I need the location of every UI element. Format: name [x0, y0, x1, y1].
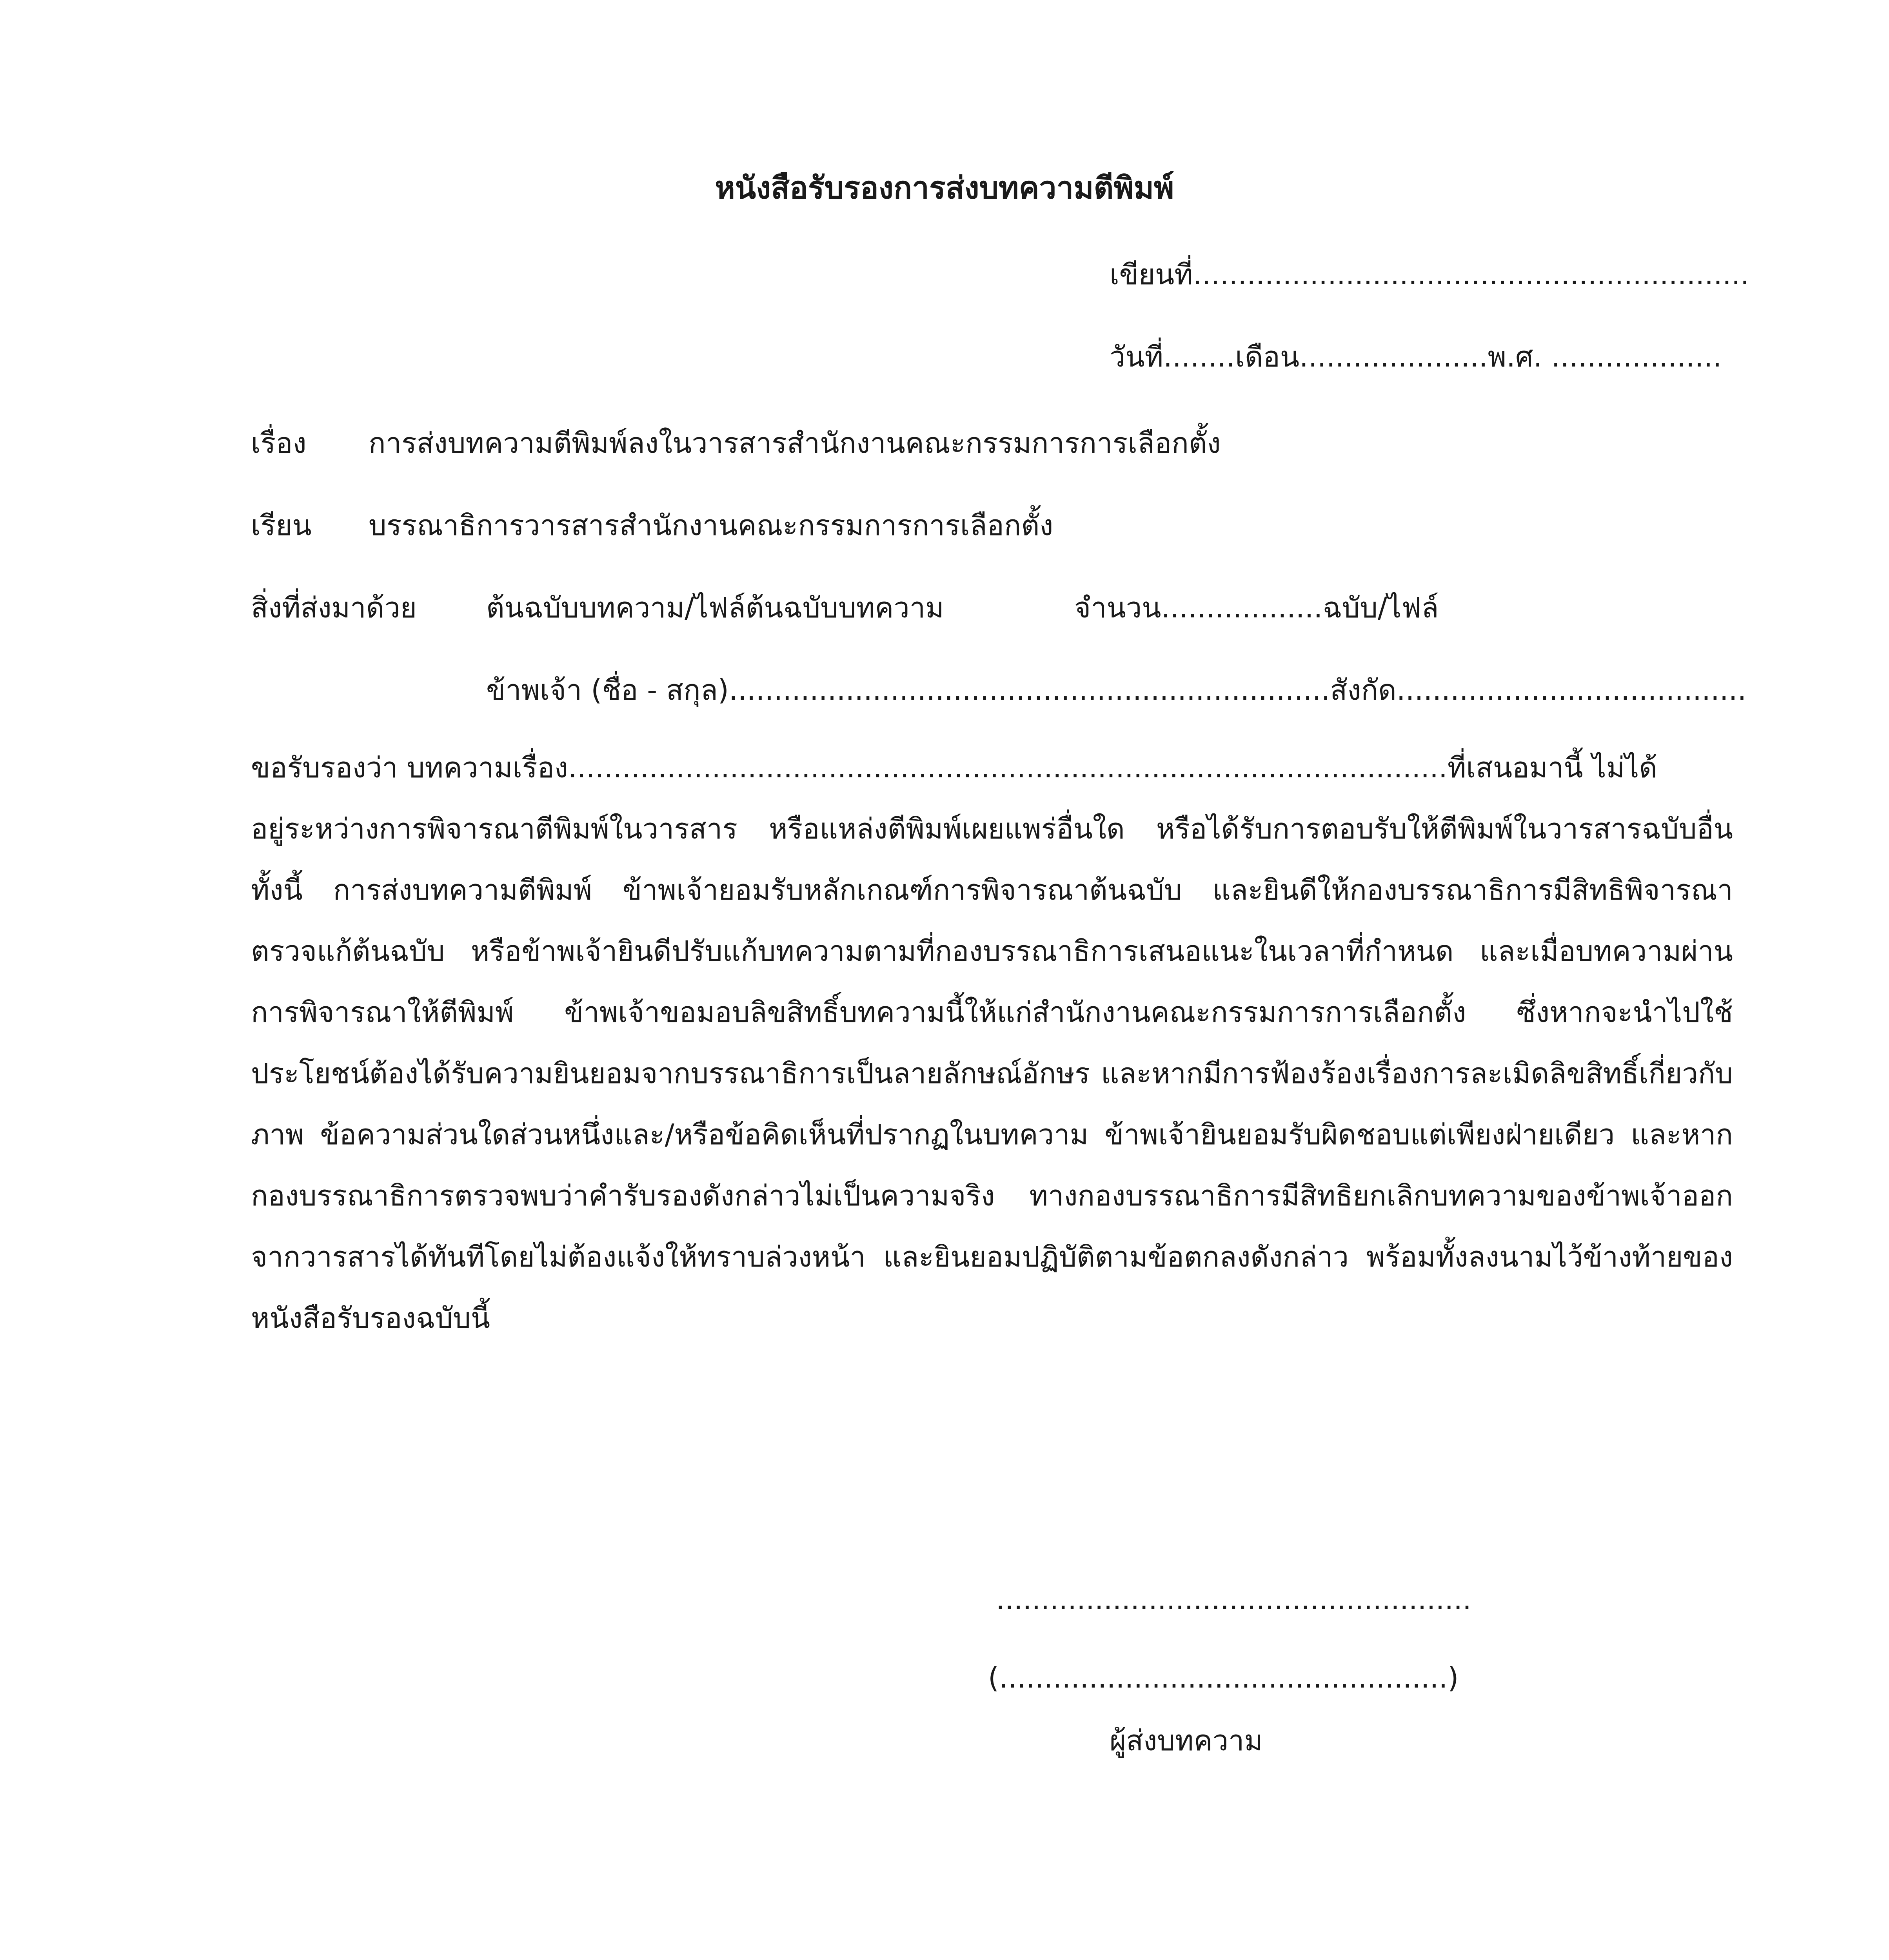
enclosure-text: ต้นฉบับบทความ/ไฟล์ต้นฉบับบทความ [486, 591, 944, 624]
recipient-label: เรียน [251, 509, 312, 542]
certification-paragraph [251, 737, 1733, 1348]
recipient-text: บรรณาธิการวารสารสำนักงานคณะกรรมการการเลือกตั้ง [369, 509, 1053, 542]
subject-label: เรื่อง [251, 426, 307, 459]
written-at-line: เขียนที่.............................................................. [1110, 258, 1749, 291]
date-line: วันที่........เดือน.....................พ.ศ. ................... [1110, 340, 1722, 373]
signature-dots: ..................................................... [996, 1583, 1471, 1616]
certification-first-line: ขอรับรองว่า บทความเรื่อง..................................................................................................ที่เสนอมานี้ ไม่ได้ [251, 751, 1657, 784]
author-line: ข้าพเจ้า (ชื่อ - สกุล)...................................................................สังกัด....................................... [486, 673, 1747, 706]
subject-text: การส่งบทความตีพิมพ์ลงในวารสารสำนักงานคณะกรรมการการเลือกตั้ง [369, 426, 1221, 459]
enclosure-amount: จำนวน..................ฉบับ/ไฟล์ [1074, 591, 1439, 624]
document-title: หนังสือรับรองการส่งบทความตีพิมพ์ [715, 171, 1174, 206]
enclosure-label: สิ่งที่ส่งมาด้วย [251, 591, 417, 624]
certification-body-text: อยู่ระหว่างการพิจารณาตีพิมพ์ในวารสาร หรือแหล่งตีพิมพ์เผยแพร่อื่นใด หรือได้รับการตอบรับให้ตีพิมพ์ในวารสารฉบับอื่น ทั้งนี้ การส่งบทความตีพิมพ์ ข้าพเจ้ายอมรับหลักเกณฑ์การพิจารณาต้นฉบับ และยินดีให้กองบรรณาธิการมีสิทธิพิจารณาตรวจแก้ต้นฉบับ หรือข้าพเจ้ายินดีปรับแก้บทความตามที่กองบรรณาธิการเสนอแนะในเวลาที่กำหนด และเมื่อบทความผ่านการพิจารณาให้ตีพิมพ์ ข้าพเจ้าขอมอบลิขสิทธิ์บทความนี้ให้แก่สำนักงานคณะกรรมการการเลือกตั้ง ซึ่งหากจะนำไปใช้ประโยชน์ต้องได้รับความยินยอมจากบรรณาธิการเป็นลายลักษณ์อักษร และหากมีการฟ้องร้องเรื่องการละเมิดลิขสิทธิ์เกี่ยวกับภาพ ข้อความส่วนใดส่วนหนึ่งและ/หรือข้อคิดเห็นที่ปรากฏในบทความ ข้าพเจ้ายินยอมรับผิดชอบแต่เพียงฝ่ายเดียว และหากกองบรรณาธิการตรวจพบว่าคำรับรองดังกล่าวไม่เป็นความจริง ทางกองบรรณาธิการมีสิทธิยกเลิกบทความของข้าพเจ้าออกจากวารสารได้ทันทีโดยไม่ต้องแจ้งให้ทราบล่วงหน้า และยินยอมปฏิบัติตามข้อตกลงดังกล่าว พร้อมทั้งลงนามไว้ข้างท้ายของหนังสือรับรองฉบับนี้ [251, 812, 1733, 1334]
signature-role: ผู้ส่งบทความ [1110, 1724, 1263, 1757]
signature-name: (..................................................) [988, 1661, 1459, 1694]
